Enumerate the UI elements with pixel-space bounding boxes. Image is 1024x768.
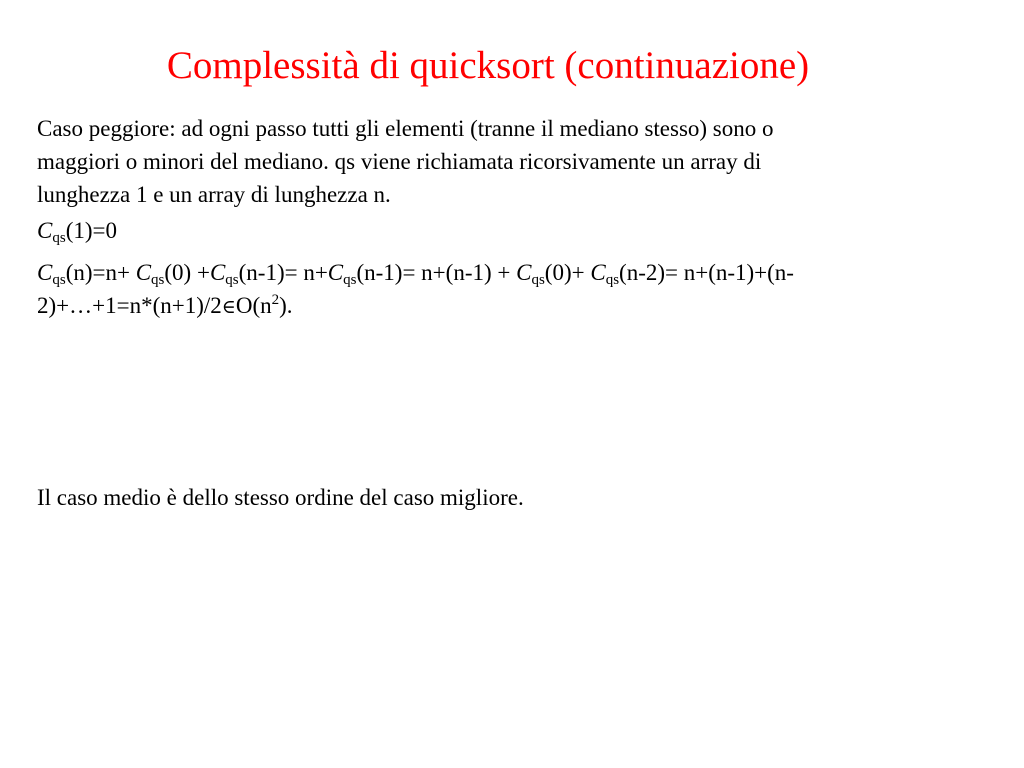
average-case-paragraph: Il caso medio è dello stesso ordine del caso migliore. [37,485,524,510]
cost-symbol: C [327,260,344,285]
cost-symbol: C [37,218,53,243]
cost-subscript: qs [531,272,545,288]
base-case-formula [37,214,997,247]
formula-line [37,256,997,289]
paragraph-line: maggiori o minori del mediano. qs viene richiamata ricorsivamente un array di [37,149,762,174]
formula-text: 2)+…+1=n*(n+1)/2 [37,293,222,318]
formula-text: ). [279,293,293,318]
formula-text: (1)=0 [65,218,117,243]
paragraph-line: Caso peggiore: ad ogni passo tutti gli elementi (tranne il mediano stesso) sono o [37,116,774,141]
cost-subscript: qs [52,272,66,288]
formula-text: (n-2)= n+(n-1)+(n- [619,260,794,285]
formula-text: (n-1)= n+ [238,260,328,285]
cost-symbol: C [209,260,226,285]
formula-text: (0) + [164,260,210,285]
formula-text: (n-1)= n+(n-1) + [356,260,517,285]
exponent: 2 [271,292,280,308]
formula-line [37,289,997,324]
cost-symbol: C [590,260,606,285]
cost-subscript: qs [343,272,357,288]
paragraph-line: lunghezza 1 e un array di lunghezza n. [37,182,391,207]
big-o-text: O(n [235,293,272,318]
recurrence-formula [37,256,997,324]
cost-symbol: C [37,260,53,285]
cost-subscript: qs [605,272,620,288]
element-of-symbol: ∈ [221,296,236,318]
cost-subscript: qs [225,272,239,288]
cost-symbol: C [135,260,152,285]
formula-text: (0)+ [544,260,591,285]
slide-title: Complessità di quicksort (continuazione) [166,44,810,87]
cost-subscript: qs [151,272,165,288]
cost-symbol: C [516,260,532,285]
cost-subscript: qs [52,230,66,246]
worst-case-paragraph [37,112,997,211]
formula-text: (n)=n+ [65,260,136,285]
